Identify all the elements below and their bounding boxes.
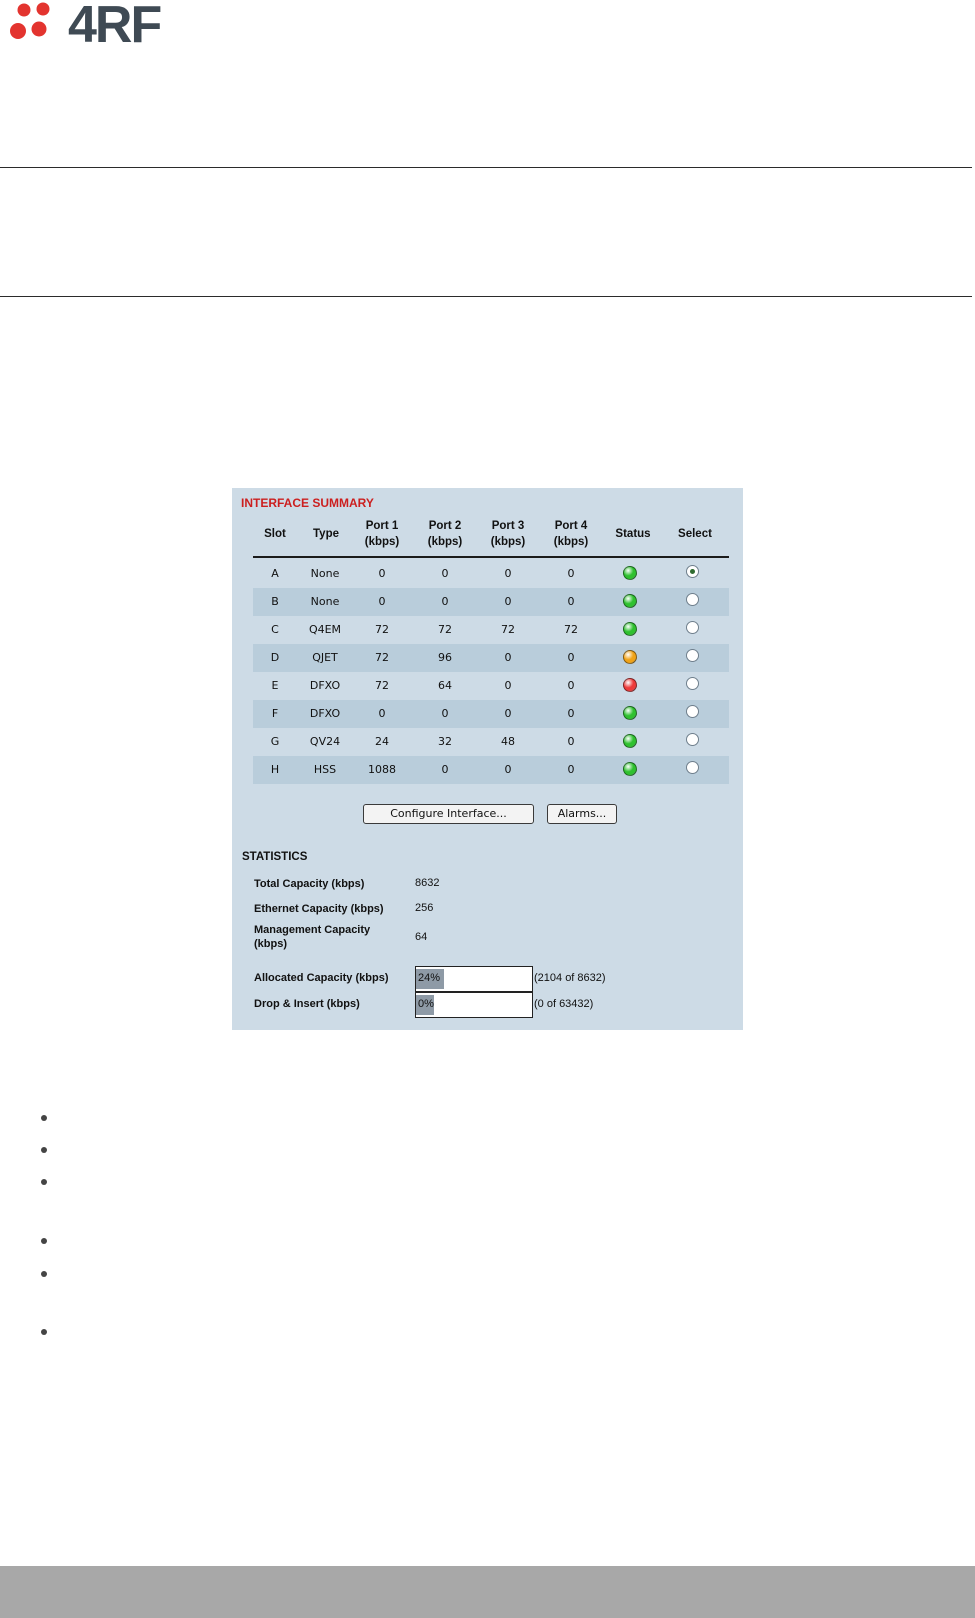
- cell-p1: 72: [375, 623, 389, 636]
- green-led-icon: [623, 762, 637, 776]
- cell-p3: 0: [504, 679, 512, 692]
- cell-p4: 0: [567, 595, 575, 608]
- column-header-port3: Port 3 (kbps): [490, 520, 526, 548]
- cell-p1: 1088: [368, 763, 396, 776]
- select-radio[interactable]: [686, 761, 699, 774]
- cell-p1: 24: [375, 735, 389, 748]
- cell-p3: 0: [504, 707, 512, 720]
- green-led-icon: [623, 594, 637, 608]
- red-led-icon: [623, 678, 637, 692]
- cell-p2: 0: [441, 567, 449, 580]
- cell-slot: F: [271, 707, 279, 720]
- drop-insert-bar: [415, 992, 533, 1018]
- column-header-type: Type: [313, 528, 339, 540]
- cell-p3: 0: [504, 763, 512, 776]
- select-radio[interactable]: [686, 733, 699, 746]
- cell-p1: 72: [375, 679, 389, 692]
- cell-slot: A: [271, 567, 279, 580]
- cell-p4: 0: [567, 763, 575, 776]
- cell-p2: 32: [438, 735, 452, 748]
- cell-type: QV24: [309, 735, 341, 748]
- cell-type: None: [310, 595, 340, 608]
- cell-p2: 72: [438, 623, 452, 636]
- cell-slot: E: [271, 679, 279, 692]
- cell-slot: D: [270, 651, 280, 664]
- cell-p1: 0: [378, 707, 386, 720]
- bullet-3: [41, 1179, 47, 1185]
- cell-p4: 72: [564, 623, 578, 636]
- header-underline: [253, 556, 729, 558]
- cell-p2: 0: [441, 707, 449, 720]
- cell-p2: 0: [441, 595, 449, 608]
- table-row: [253, 644, 729, 672]
- total-capacity-value: 8632: [415, 877, 440, 889]
- table-row: [253, 756, 729, 784]
- select-radio[interactable]: [686, 677, 699, 690]
- select-radio[interactable]: [686, 621, 699, 634]
- management-capacity-value: 64: [415, 931, 428, 943]
- cell-type: HSS: [313, 763, 337, 776]
- statistics-title: STATISTICS: [242, 851, 308, 863]
- interface-summary-panel: [232, 488, 743, 1030]
- cell-p4: 0: [567, 651, 575, 664]
- allocated-capacity-percent: 24%: [418, 972, 441, 984]
- cell-p3: 72: [501, 623, 515, 636]
- bullet-2: [41, 1147, 47, 1153]
- bullet-6: [41, 1329, 47, 1335]
- cell-p2: 64: [438, 679, 452, 692]
- cell-p3: 0: [504, 651, 512, 664]
- top-divider-1: [0, 167, 972, 168]
- ethernet-capacity-value: 256: [415, 902, 434, 914]
- orange-led-icon: [623, 650, 637, 664]
- cell-p2: 0: [441, 763, 449, 776]
- table-row: [253, 728, 729, 756]
- cell-p1: 72: [375, 651, 389, 664]
- cell-type: Q4EM: [308, 623, 342, 636]
- cell-slot: C: [271, 623, 279, 636]
- bullet-4: [41, 1238, 47, 1244]
- cell-p3: 48: [501, 735, 515, 748]
- cell-p1: 0: [378, 595, 386, 608]
- green-led-icon: [623, 622, 637, 636]
- green-led-icon: [623, 706, 637, 720]
- configure-interface-button[interactable]: Configure Interface...: [363, 804, 534, 824]
- cell-type: DFXO: [309, 679, 341, 692]
- cell-type: None: [310, 567, 340, 580]
- allocated-capacity-bar: [415, 966, 533, 992]
- interface-summary-title: INTERFACE SUMMARY: [241, 496, 374, 510]
- cell-p4: 0: [567, 707, 575, 720]
- drop-insert-label: Drop & Insert (kbps): [254, 998, 360, 1010]
- select-radio[interactable]: [686, 565, 699, 578]
- drop-insert-detail: (0 of 63432): [534, 998, 594, 1010]
- cell-type: DFXO: [309, 707, 341, 720]
- cell-slot: H: [270, 763, 280, 776]
- drop-insert-percent: 0%: [418, 998, 434, 1010]
- cell-p3: 0: [504, 595, 512, 608]
- top-divider-2: [0, 296, 972, 297]
- alarms-button[interactable]: Alarms...: [547, 804, 617, 824]
- cell-slot: G: [270, 735, 280, 748]
- green-led-icon: [623, 734, 637, 748]
- green-led-icon: [623, 566, 637, 580]
- page-footer-bar: [0, 1566, 975, 1618]
- cell-p4: 0: [567, 679, 575, 692]
- select-radio[interactable]: [686, 705, 699, 718]
- total-capacity-label: Total Capacity (kbps): [254, 878, 365, 890]
- table-row: [253, 560, 729, 588]
- select-radio[interactable]: [686, 593, 699, 606]
- ethernet-capacity-label: Ethernet Capacity (kbps): [254, 903, 384, 915]
- svg-text:4RF: 4RF: [68, 0, 161, 48]
- table-row: [253, 616, 729, 644]
- cell-p3: 0: [504, 567, 512, 580]
- bullet-1: [41, 1115, 47, 1121]
- cell-type: QJET: [312, 651, 338, 664]
- column-header-port1: Port 1 (kbps): [364, 520, 400, 548]
- management-capacity-label: Management Capacity (kbps): [254, 924, 371, 950]
- cell-p1: 0: [378, 567, 386, 580]
- allocated-capacity-detail: (2104 of 8632): [534, 972, 606, 984]
- table-row: [253, 700, 729, 728]
- column-header-slot: Slot: [264, 528, 286, 540]
- cell-p2: 96: [438, 651, 452, 664]
- column-header-select: Select: [678, 528, 712, 540]
- cell-p4: 0: [567, 735, 575, 748]
- bullet-5: [41, 1271, 47, 1277]
- cell-p4: 0: [567, 567, 575, 580]
- column-header-port2: Port 2 (kbps): [427, 520, 463, 548]
- cell-slot: B: [271, 595, 279, 608]
- column-header-status: Status: [615, 528, 651, 540]
- select-radio[interactable]: [686, 649, 699, 662]
- column-header-port4: Port 4 (kbps): [553, 520, 589, 548]
- table-row: [253, 672, 729, 700]
- table-row: [253, 588, 729, 616]
- 4rf-logo: [10, 0, 180, 48]
- allocated-capacity-label: Allocated Capacity (kbps): [254, 972, 389, 984]
